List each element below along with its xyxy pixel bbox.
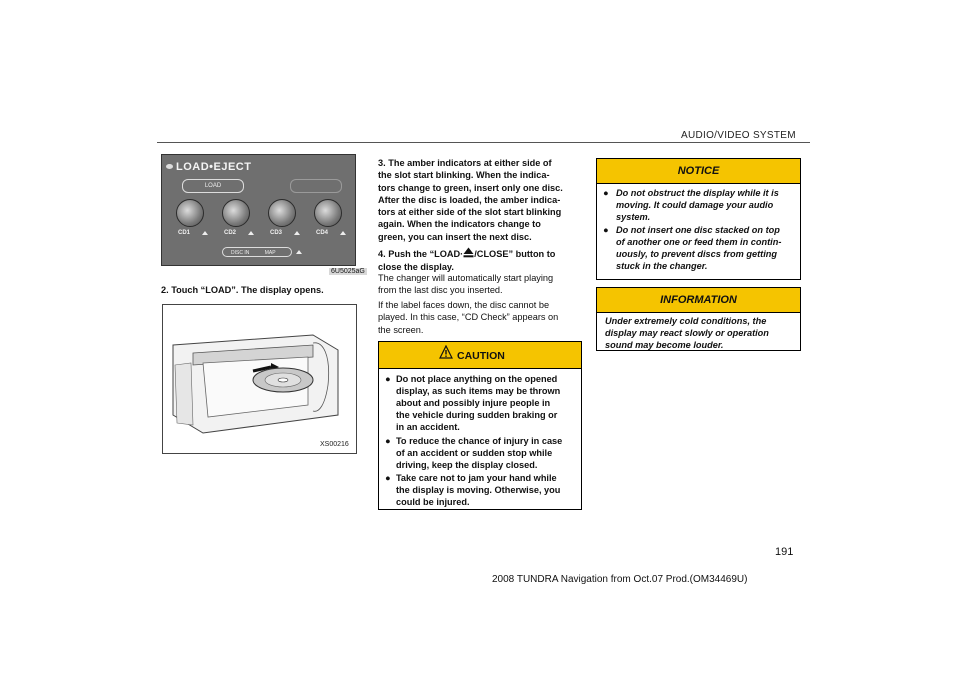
information-header bbox=[597, 288, 800, 313]
notice-title: NOTICE bbox=[677, 165, 720, 177]
para-line: The changer will automatically start playing bbox=[378, 273, 554, 283]
caution-bullet-icon: ● bbox=[385, 436, 391, 446]
step-3-line: 3. The amber indicators at either side of bbox=[378, 158, 552, 168]
header-rule bbox=[157, 142, 810, 143]
panel-ghost-button bbox=[290, 179, 342, 193]
disc-insertion-drawing bbox=[163, 305, 356, 453]
caution-item-2: To reduce the chance of injury in case of an accident or sudden stop while driving, keep the display closed. bbox=[396, 436, 563, 471]
step-3-line: After the disc is loaded, the amber indica- bbox=[378, 194, 561, 205]
eject-icon bbox=[463, 247, 474, 261]
notice-header bbox=[597, 159, 800, 184]
warning-triangle-icon bbox=[439, 345, 453, 359]
cd3-knob-icon bbox=[268, 199, 296, 227]
disc-in-label: DISC IN bbox=[231, 250, 250, 256]
page-number: 191 bbox=[775, 546, 794, 558]
step-4-line-2: close the display. bbox=[378, 262, 454, 273]
caution-bullet-icon: ● bbox=[385, 374, 391, 384]
cd4-label: CD4 bbox=[316, 230, 329, 236]
panel-disc-in-button bbox=[222, 247, 292, 257]
panel-title: LOAD•EJECT bbox=[176, 161, 252, 173]
step-4-after: /CLOSE” button to bbox=[474, 249, 556, 259]
panel-image-code: 6U5025aG bbox=[331, 268, 365, 275]
cd2-knob-icon bbox=[222, 199, 250, 227]
caution-item-3: Take care not to jam your hand while the display is moving. Otherwise, you could be injured. bbox=[396, 473, 561, 508]
cd1-label: CD1 bbox=[178, 230, 191, 236]
para-line: If the label faces down, the disc cannot be bbox=[378, 300, 550, 310]
step-3-line: again. When the indicators change to bbox=[378, 219, 541, 230]
para-line: the screen. bbox=[378, 324, 424, 335]
step-3-line: green, you can insert the next disc. bbox=[378, 231, 532, 242]
cd3-label: CD3 bbox=[270, 230, 283, 236]
para-line: played. In this case, “CD Check” appears on bbox=[378, 312, 559, 323]
cd3-eject-icon bbox=[294, 231, 300, 235]
step-4-block bbox=[378, 247, 582, 274]
step-4-before: 4. Push the “LOAD· bbox=[378, 249, 464, 259]
paragraph-auto-play bbox=[378, 272, 582, 297]
cd1-knob-icon bbox=[176, 199, 204, 227]
section-title: AUDIO/VIDEO SYSTEM bbox=[681, 130, 796, 141]
step-3-line: tors change to green, insert only one disc. bbox=[378, 182, 563, 193]
step-3-line: tors at either side of the slot start blinking bbox=[378, 207, 562, 218]
panel-load-button: LOAD bbox=[182, 179, 244, 193]
caution-item-1: Do not place anything on the opened display, as such items may be thrown about and possibly injure people in the vehicle during sudden braking or in an accident. bbox=[396, 374, 561, 433]
cd1-eject-icon bbox=[202, 231, 208, 235]
information-box bbox=[596, 287, 801, 351]
cd2-label: CD2 bbox=[224, 230, 237, 236]
step-3-block bbox=[378, 157, 582, 243]
panel-eject-icon bbox=[166, 164, 173, 169]
step-4-line bbox=[378, 247, 582, 261]
illustration-code: XS00216 bbox=[320, 441, 349, 448]
notice-box bbox=[596, 158, 801, 280]
notice-item-2: Do not insert one disc stacked on top of another one or feed them in contin- uously, to prevent discs from getting stuck in the changer. bbox=[616, 225, 782, 272]
map-label: MAP bbox=[264, 250, 276, 256]
caution-bullet-icon: ● bbox=[385, 473, 391, 483]
step-3-line: the slot start blinking. When the indica- bbox=[378, 170, 550, 181]
notice-item-1: Do not obstruct the display while it is moving. It could damage your audio system. bbox=[616, 188, 779, 223]
cd4-knob-icon bbox=[314, 199, 342, 227]
caution-box bbox=[378, 341, 582, 510]
disc-in-eject-icon bbox=[296, 250, 302, 254]
para-line: from the last disc you inserted. bbox=[378, 285, 503, 296]
information-text: Under extremely cold conditions, the display may react slowly or operation sound may become louder. bbox=[605, 316, 769, 351]
notice-bullet-icon: ● bbox=[603, 225, 609, 235]
step-2-text: 2. Touch “LOAD”. The display opens. bbox=[161, 285, 324, 295]
information-title: INFORMATION bbox=[660, 294, 737, 306]
notice-bullet-icon: ● bbox=[603, 188, 609, 198]
cd4-eject-icon bbox=[340, 231, 346, 235]
cd2-eject-icon bbox=[248, 231, 254, 235]
footer-text: 2008 TUNDRA Navigation from Oct.07 Prod.(OM34469U) bbox=[492, 574, 748, 585]
disc-insertion-illustration bbox=[162, 304, 357, 454]
caution-title: CAUTION bbox=[457, 350, 505, 362]
caution-header bbox=[379, 342, 581, 369]
paragraph-cd-check bbox=[378, 299, 582, 336]
load-eject-panel-image bbox=[161, 154, 356, 266]
